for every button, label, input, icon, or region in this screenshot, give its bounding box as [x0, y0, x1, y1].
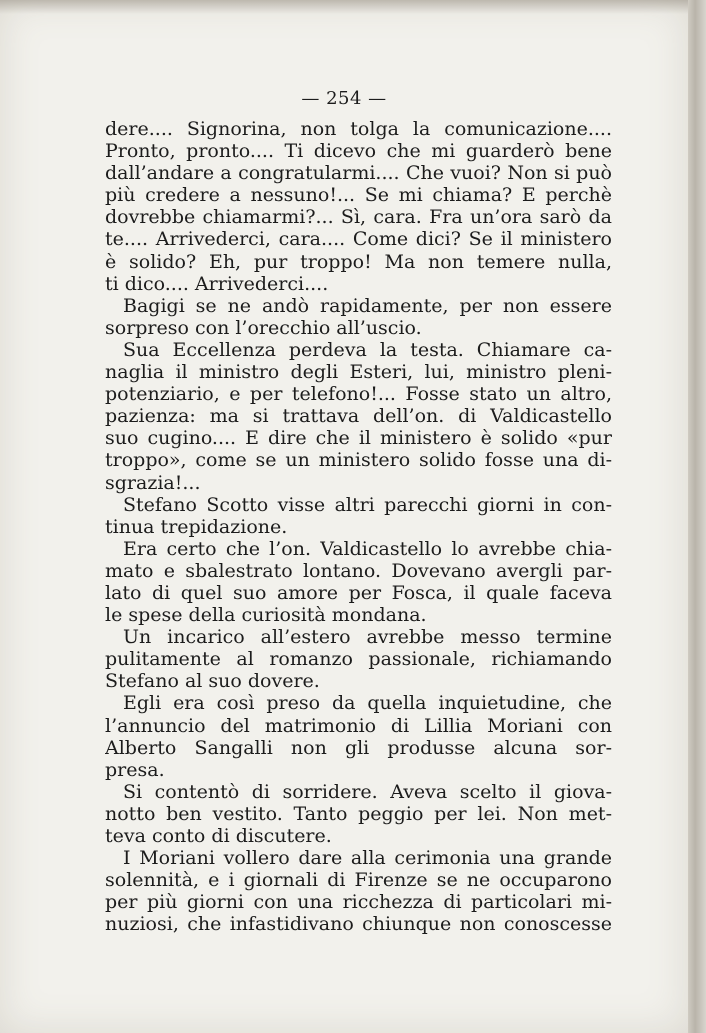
text-line: sorpreso con l’orecchio all’uscio.: [105, 316, 422, 339]
text-line: Stefano Scotto visse altri parecchi giorni in con-: [123, 493, 612, 516]
page-top-shadow: [0, 0, 688, 14]
text-line: Bagigi se ne andò rapidamente, per non essere: [123, 294, 612, 317]
text-line: Un incarico all’estero avrebbe messo termine: [123, 626, 612, 649]
text-line: dall’andare a congratularmi.... Che vuoi? Non si può: [105, 162, 612, 185]
text-line: dere.... Signorina, non tolga la comunicazione....: [105, 118, 612, 140]
text-line: Sua Eccellenza perdeva la testa. Chiamare ca-: [123, 338, 612, 361]
text-line: teva conto di discutere.: [105, 825, 332, 847]
text-line: te.... Arrivederci, cara.... Come dici? Se il ministero: [105, 228, 612, 251]
text-line: naglia il ministro degli Esteri, lui, ministro pleni-: [105, 361, 612, 384]
text-line: lato di quel suo amore per Fosca, il quale faceva: [105, 581, 612, 604]
text-line: dovrebbe chiamarmi?... Sì, cara. Fra un’ora sarò da: [105, 206, 612, 229]
text-line: Si contentò di sorridere. Aveva scelto il giova-: [123, 780, 612, 803]
text-line: I Moriani vollero dare alla cerimonia una grande: [123, 847, 612, 870]
text-line: sgrazia!...: [105, 471, 201, 494]
text-line: è solido? Eh, pur troppo! Ma non temere nulla,: [105, 250, 612, 273]
text-line: mato e sbalestrato lontano. Dovevano avergli par-: [105, 559, 612, 582]
text-line: potenziario, e per telefono!... Fosse stato un altro,: [105, 383, 612, 406]
text-line: Alberto Sangalli non gli produsse alcuna sor-: [105, 736, 612, 759]
text-line: Egli era così preso da quella inquietudine, che: [123, 692, 612, 715]
text-line: Era certo che l’on. Valdicastello lo avrebbe chia-: [123, 537, 612, 560]
text-line: nuziosi, che infastidivano chiunque non conoscesse: [105, 913, 612, 936]
text-line: le spese della curiosità mondana.: [105, 604, 427, 627]
text-line: solennità, e i giornali di Firenze se ne occuparono: [105, 869, 612, 892]
text-line: pazienza: ma si trattava dell’on. di Valdicastello: [105, 405, 612, 428]
text-line: presa.: [105, 758, 165, 781]
text-line: Pronto, pronto.... Ti dicevo che mi guarderò bene: [105, 140, 612, 163]
text-line: Stefano al suo dovere.: [105, 670, 320, 693]
text-line: ti dico.... Arrivederci....: [105, 272, 329, 295]
book-binding-edge: [688, 0, 706, 1033]
text-line: pulitamente al romanzo passionale, richiamando: [105, 648, 612, 671]
text-line: per più giorni con una ricchezza di particolari mi-: [105, 891, 612, 914]
text-line: l’annuncio del matrimonio di Lillia Moriani con: [105, 714, 612, 737]
text-line: troppo», come se un ministero solido fosse una di-: [105, 449, 612, 472]
page-number: — 254 —: [301, 88, 387, 109]
text-line: notto ben vestito. Tanto peggio per lei. Non met-: [105, 802, 612, 825]
text-line: più credere a nessuno!... Se mi chiama? E perchè: [105, 184, 612, 207]
text-line: suo cugino.... E dire che il ministero è solido «pur: [105, 427, 612, 450]
body-text: [105, 118, 612, 935]
text-line: tinua trepidazione.: [105, 515, 288, 538]
